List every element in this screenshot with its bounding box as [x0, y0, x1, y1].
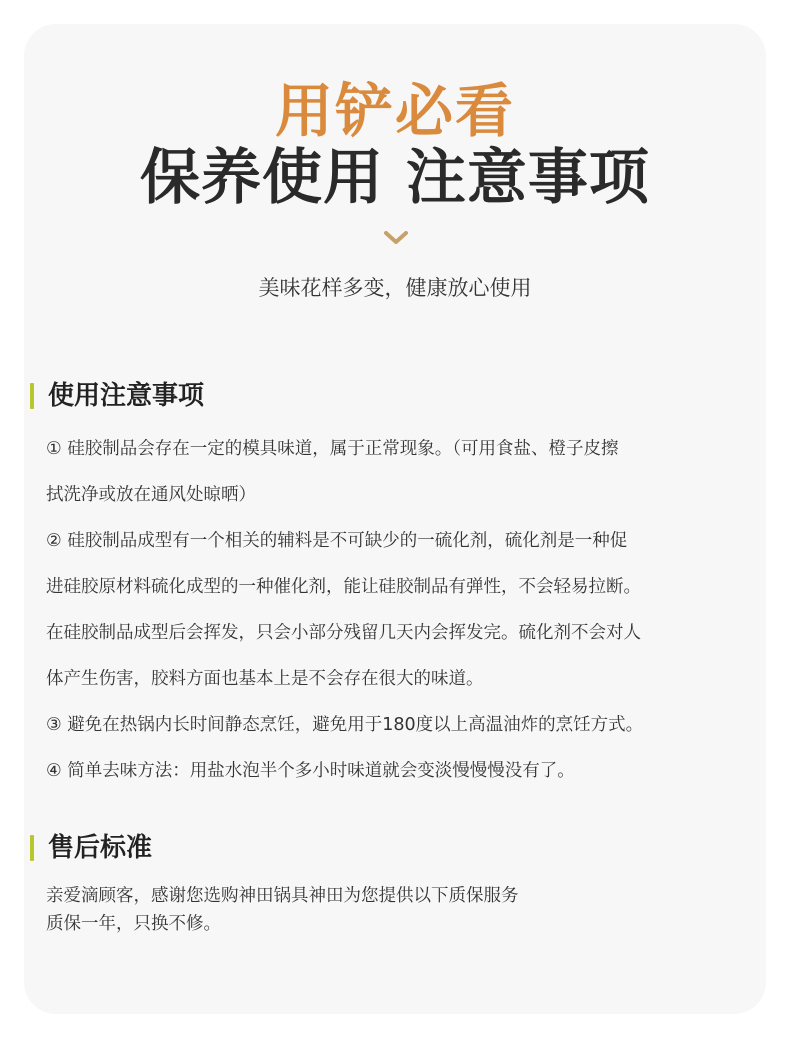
note-line: ② 硅胶制品成型有一个相关的辅料是不可缺少的一硫化剂，硫化剂是一种促 — [46, 531, 628, 551]
subtitle: 美味花样多变，健康放心使用 — [258, 276, 532, 300]
section-bar — [30, 835, 34, 861]
info-card — [24, 24, 766, 1014]
service-line: 质保一年，只换不修。 — [46, 914, 221, 934]
note-line: 拭洗净或放在通风处晾晒） — [46, 485, 256, 505]
service-line: 亲爱滴顾客，感谢您选购神田锅具神田为您提供以下质保服务 — [46, 886, 519, 906]
note-line: ① 硅胶制品会存在一定的模具味道，属于正常现象。（可用食盐、橙子皮擦 — [46, 439, 619, 459]
section-usage-notes — [30, 378, 204, 414]
note-line: ④ 简单去味方法：用盐水泡半个多小时味道就会变淡慢慢慢没有了。 — [46, 761, 575, 781]
note-line: 体产生伤害，胶料方面也基本上是不会存在很大的味道。 — [46, 669, 484, 689]
note-line: ③ 避免在热锅内长时间静态烹饪，避免用于180度以上高温油炸的烹饪方式。 — [46, 715, 644, 735]
note-line: 在硅胶制品成型后会挥发，只会小部分残留几天内会挥发完。硫化剂不会对人 — [46, 623, 641, 643]
section-title-usage-notes: 使用注意事项 — [48, 381, 205, 411]
after-sales-body — [46, 882, 746, 938]
section-bar — [30, 383, 34, 409]
usage-notes-body — [46, 426, 764, 794]
section-title-after-sales: 售后标准 — [48, 833, 153, 863]
section-after-sales — [30, 830, 152, 866]
page-title: 保养使用 注意事项 — [140, 143, 650, 213]
note-line: 进硅胶原材料硫化成型的一种催化剂，能让硅胶制品有弹性，不会轻易拉断。 — [46, 577, 641, 597]
chevron-down-icon — [383, 230, 409, 246]
kicker-title: 用铲必看 — [274, 77, 515, 145]
